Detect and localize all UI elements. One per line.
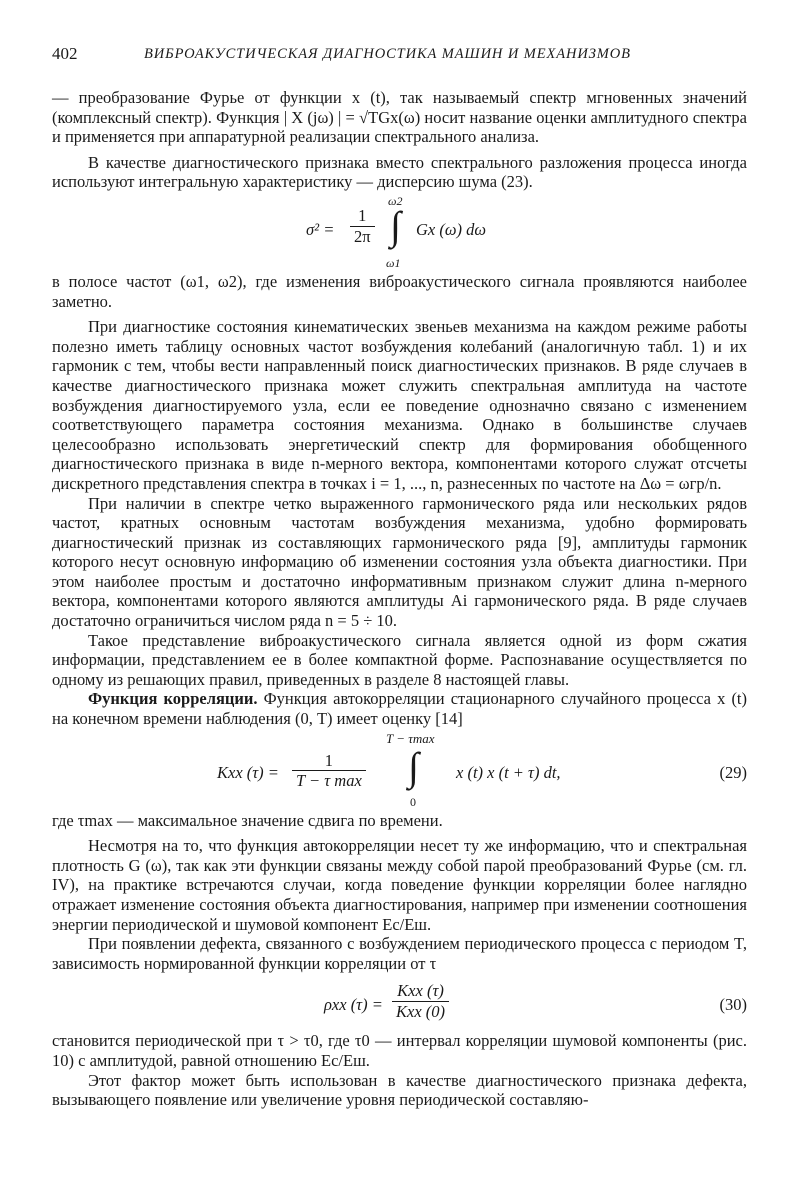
equation-29-fraction <box>292 751 366 791</box>
paragraph-correlation-text: Функция автокорреляции стационарного случайного процесса x (t) на конечном времени наблюдения (0, T) имеет оценку [14] <box>52 689 748 729</box>
equation-variance <box>52 192 747 272</box>
equation-29-integrand: x (t) x (t + τ) dt, <box>456 762 561 782</box>
integral-lower-limit: ω1 <box>386 255 401 270</box>
equation-29 <box>52 729 747 811</box>
paragraph-diagnostic-factor: Этот фактор может быть использован в качестве диагностического признака дефекта, вызывающего появление или увеличение уровня периодической составляю- <box>52 1070 747 1110</box>
paragraph-periodic-correlation: становится периодической при τ > τ0, где τ0 — интервал корреляции шумовой компоненты (рис. 10) с амплитудой, равной отношению Ec/Eш. <box>52 1031 747 1070</box>
paragraph-frequency-band: в полосе частот (ω1, ω2), где изменения виброакустического сигнала проявляются наиболее заметно. <box>52 271 747 311</box>
integral-upper-limit: ω2 <box>388 193 403 208</box>
running-title: ВИБРОАКУСТИЧЕСКАЯ ДИАГНОСТИКА МАШИН И МЕХАНИЗМОВ <box>144 46 631 62</box>
paragraph-defect-appearance: При появлении дефекта, связанного с возбуждением периодического процесса с периодом T, зависимость нормированной функции корреляции от τ <box>52 934 747 973</box>
page-header <box>52 44 759 68</box>
equation-29-lhs: Kxx (τ) = <box>217 762 279 782</box>
fraction-numerator: 1 <box>358 205 367 225</box>
paragraph-autocorrelation-spectrum: Несмотря на то, что функция автокорреляции несет ту же информацию, что и спектральная плотность G (ω), так как эти функции связаны между собой парой преобразований Фурье (см. гл. IV), на практике встречаются случаи, когда поведение функции корреляции более наглядно отражает изменение состояния объекта диагностирования, например при изменении соотношения энергии периодической и шумовой компонент Ec/Eш. <box>52 836 747 934</box>
fraction-denominator: 2π <box>350 226 375 247</box>
equation-30 <box>52 973 747 1031</box>
equation-29-number: (29) <box>719 762 747 782</box>
integral-lower-limit: 0 <box>410 794 416 809</box>
paragraph-harmonic-series: При наличии в спектре четко выраженного гармонического ряда или нескольких рядов частот, кратных основным частотам возбуждения механизма, удобно формировать диагностический признак из составляющих гармонического ряда [9], амплитуды гармоник которого несут основную информацию об изменении состояния узла объекта диагностики. При этом наиболее простым и достаточно информативным признаком служит длина n-мерного вектора, компонентами которого являются амплитуды Ai гармонического ряда. В ряде случаев достаточно ограничиться числом ряда n = 5 ÷ 10. <box>52 493 747 631</box>
integral-sign: ∫ <box>408 743 419 789</box>
equation-variance-lhs: σ² = <box>306 219 335 239</box>
page-number: 402 <box>52 44 78 63</box>
fraction-numerator: 1 <box>324 750 334 770</box>
equation-variance-fraction <box>350 206 375 246</box>
fraction-denominator: Kxx (0) <box>392 1001 449 1022</box>
paragraph-kinematic-diagnostics: При диагностике состояния кинематических звеньев механизма на каждом режиме работы полезно иметь таблицу основных частот возбуждения колебаний (аналогичную табл. 1) и их гармоник с тем, чтобы вести направленный поиск диагностических признаков. В ряде случаев в качестве диагностического признака может служить спектральная амплитуда на частоте возбуждения диагностируемого узла, если ее поведение однозначно связано с изменением соответствующего параметра состояния механизма. Однако в большинстве случаев целесообразно использовать энергетический спектр для формирования обобщенного диагностического признака в виде n-мерного вектора, компонентами которого служат отсчеты дискретного представления спектра в точках i = 1, ..., n, разнесенных по частоте на Δω = ωгр/n. <box>52 317 747 493</box>
paragraph-noise-dispersion: В качестве диагностического признака вместо спектрального разложения процесса иногда используют интегральную характеристику — дисперсию шума (23). <box>52 152 747 192</box>
paragraph-correlation-function <box>52 689 747 728</box>
equation-30-number: (30) <box>719 995 747 1015</box>
fraction-denominator: T − τ max <box>292 770 366 791</box>
paragraph-tau-max: где τmax — максимальное значение сдвига по времени. <box>52 810 443 830</box>
fraction-numerator: Kxx (τ) <box>397 981 444 1001</box>
equation-30-fraction <box>392 981 449 1021</box>
integral-sign: ∫ <box>390 202 401 248</box>
integral-upper-limit: T − τmax <box>386 730 435 746</box>
section-term: Функция корреляции. <box>88 689 258 709</box>
paragraph-fourier-spectrum: — преобразование Фурье от функции x (t), так называемый спектр мгновенных значений (комплексный спектр). Функция | X (jω) | = √TGx(ω) носит название оценки амплитудного спектра и применяется при аппаратурной реализации спектрального анализа. <box>52 88 747 147</box>
page-body <box>52 88 747 1110</box>
equation-variance-integrand: Gx (ω) dω <box>416 219 487 239</box>
paragraph-signal-compression: Такое представление виброакустического сигнала является одной из форм сжатия информации, представлением ее в более компактной форме. Распознавание осуществляется по одному из решающих правил, приведенных в разделе 8 настоящей главы. <box>52 630 747 689</box>
equation-30-lhs: ρxx (τ) = <box>324 995 383 1015</box>
